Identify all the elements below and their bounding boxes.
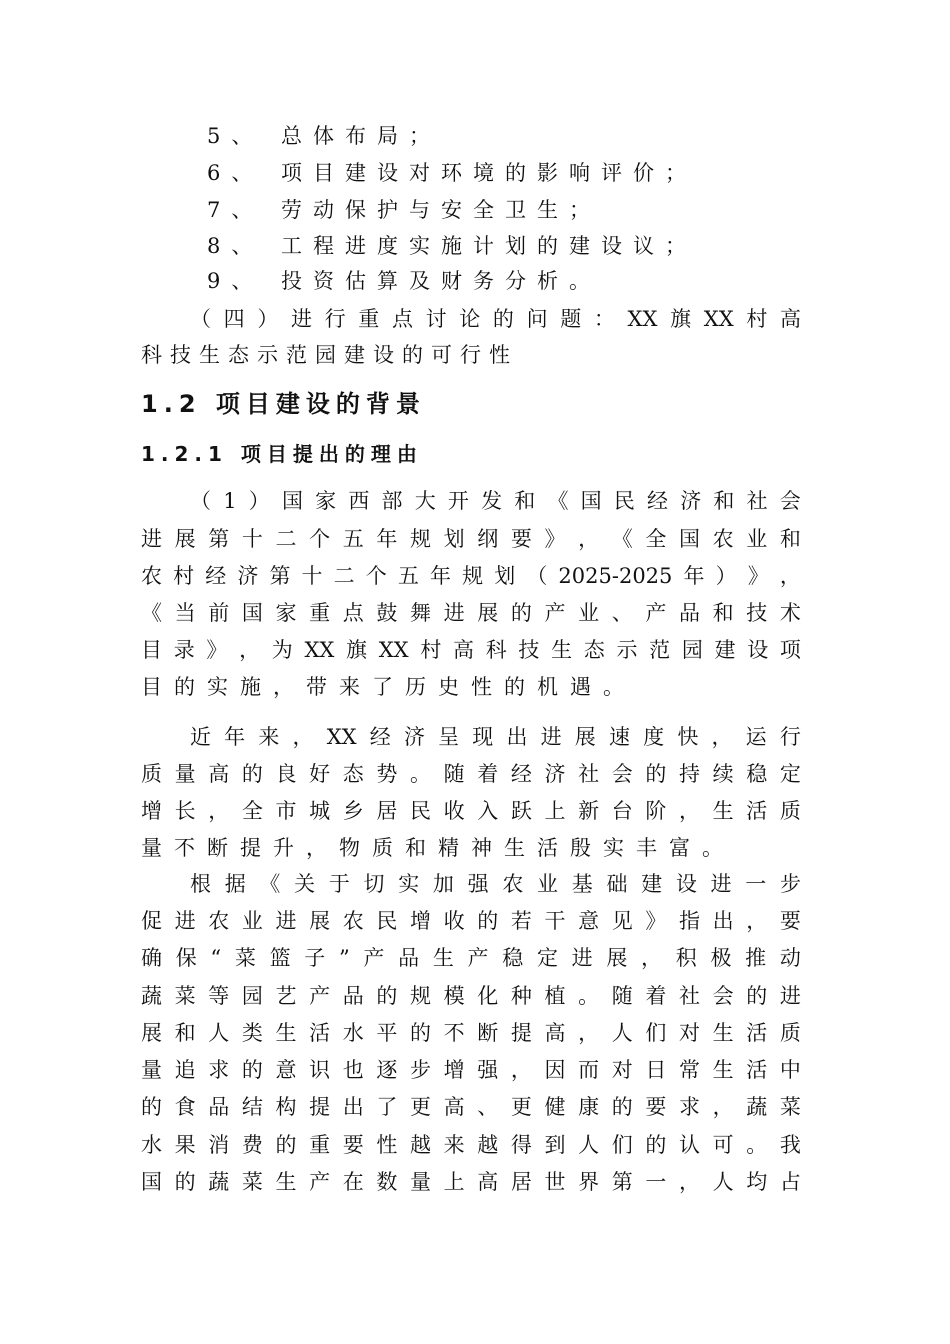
para3-line9: 国 的 蔬 菜 生 产 在 数 量 上 高 居 世 界 第 一 ， 人 均 占	[141, 1170, 801, 1194]
para3-line8: 水 果 消 费 的 重 要 性 越 来 越 得 到 人 们 的 认 可 。 我	[141, 1133, 801, 1157]
para2-line3: 增 长 ， 全 市 城 乡 居 民 收 入 跃 上 新 台 阶 ， 生 活 质	[141, 799, 801, 823]
para3-line6: 量 追 求 的 意 识 也 逐 步 增 强 ， 因 而 对 日 常 生 活 中	[141, 1058, 801, 1082]
para3-line5: 展 和 人 类 生 活 水 平 的 不 断 提 高 ， 人 们 对 生 活 质	[141, 1021, 801, 1045]
para3-line7: 的 食 品 结 构 提 出 了 更 高 、 更 健 康 的 要 求 ， 蔬 菜	[141, 1095, 801, 1119]
para2-line1: 近 年 来 ， XX 经 济 呈 现 出 进 展 速 度 快 ， 运 行	[190, 725, 801, 749]
para1-line5: 目 录 》 ， 为 XX 旗 XX 村 高 科 技 生 态 示 范 园 建 设 项	[141, 638, 801, 662]
para3-line3: 确 保 “ 菜 篮 子 ” 产 品 生 产 稳 定 进 展 ， 积 极 推 动	[141, 946, 801, 970]
list-item-5: 5、 总体布局；	[207, 124, 442, 148]
heading-1-2: 1.2 项目建设的背景	[141, 390, 426, 418]
para2-line4: 量不断提升，物质和精神生活殷实丰富。	[141, 836, 735, 860]
list-item-8: 8、 工程进度实施计划的建设议；	[207, 234, 698, 258]
section4-line1: （ 四 ） 进 行 重 点 讨 论 的 问 题 ： XX 旗 XX 村 高	[190, 307, 801, 331]
para3-line1: 根 据 《 关 于 切 实 加 强 农 业 基 础 建 设 进 一 步	[190, 872, 801, 896]
section4-line2: 科技生态示范园建设的可行性	[141, 343, 518, 367]
list-item-9: 9、 投资估算及财务分析。	[207, 269, 602, 293]
para1-line1: （ 1 ） 国 家 西 部 大 开 发 和 《 国 民 经 济 和 社 会	[190, 489, 801, 513]
para3-line4: 蔬 菜 等 园 艺 产 品 的 规 模 化 种 植 。 随 着 社 会 的 进	[141, 984, 801, 1008]
para1-line3: 农 村 经 济 第 十 二 个 五 年 规 划 （ 2025-2025 年 ） 》 ，	[141, 564, 801, 588]
para1-line6: 目的实施，带来了历史性的机遇。	[141, 675, 636, 699]
para1-line2: 进 展 第 十 二 个 五 年 规 划 纲 要 》 ， 《 全 国 农 业 和	[141, 527, 801, 551]
list-item-7: 7、 劳动保护与安全卫生；	[207, 198, 602, 222]
para1-line4: 《 当 前 国 家 重 点 鼓 舞 进 展 的 产 业 、 产 品 和 技 术	[141, 601, 801, 625]
para2-line2: 质 量 高 的 良 好 态 势 。 随 着 经 济 社 会 的 持 续 稳 定	[141, 762, 801, 786]
para3-line2: 促 进 农 业 进 展 农 民 增 收 的 若 干 意 见 》 指 出 ， 要	[141, 909, 801, 933]
heading-1-2-1: 1.2.1 项目提出的理由	[141, 442, 423, 466]
list-item-6: 6、 项目建设对环境的影响评价；	[207, 161, 698, 185]
